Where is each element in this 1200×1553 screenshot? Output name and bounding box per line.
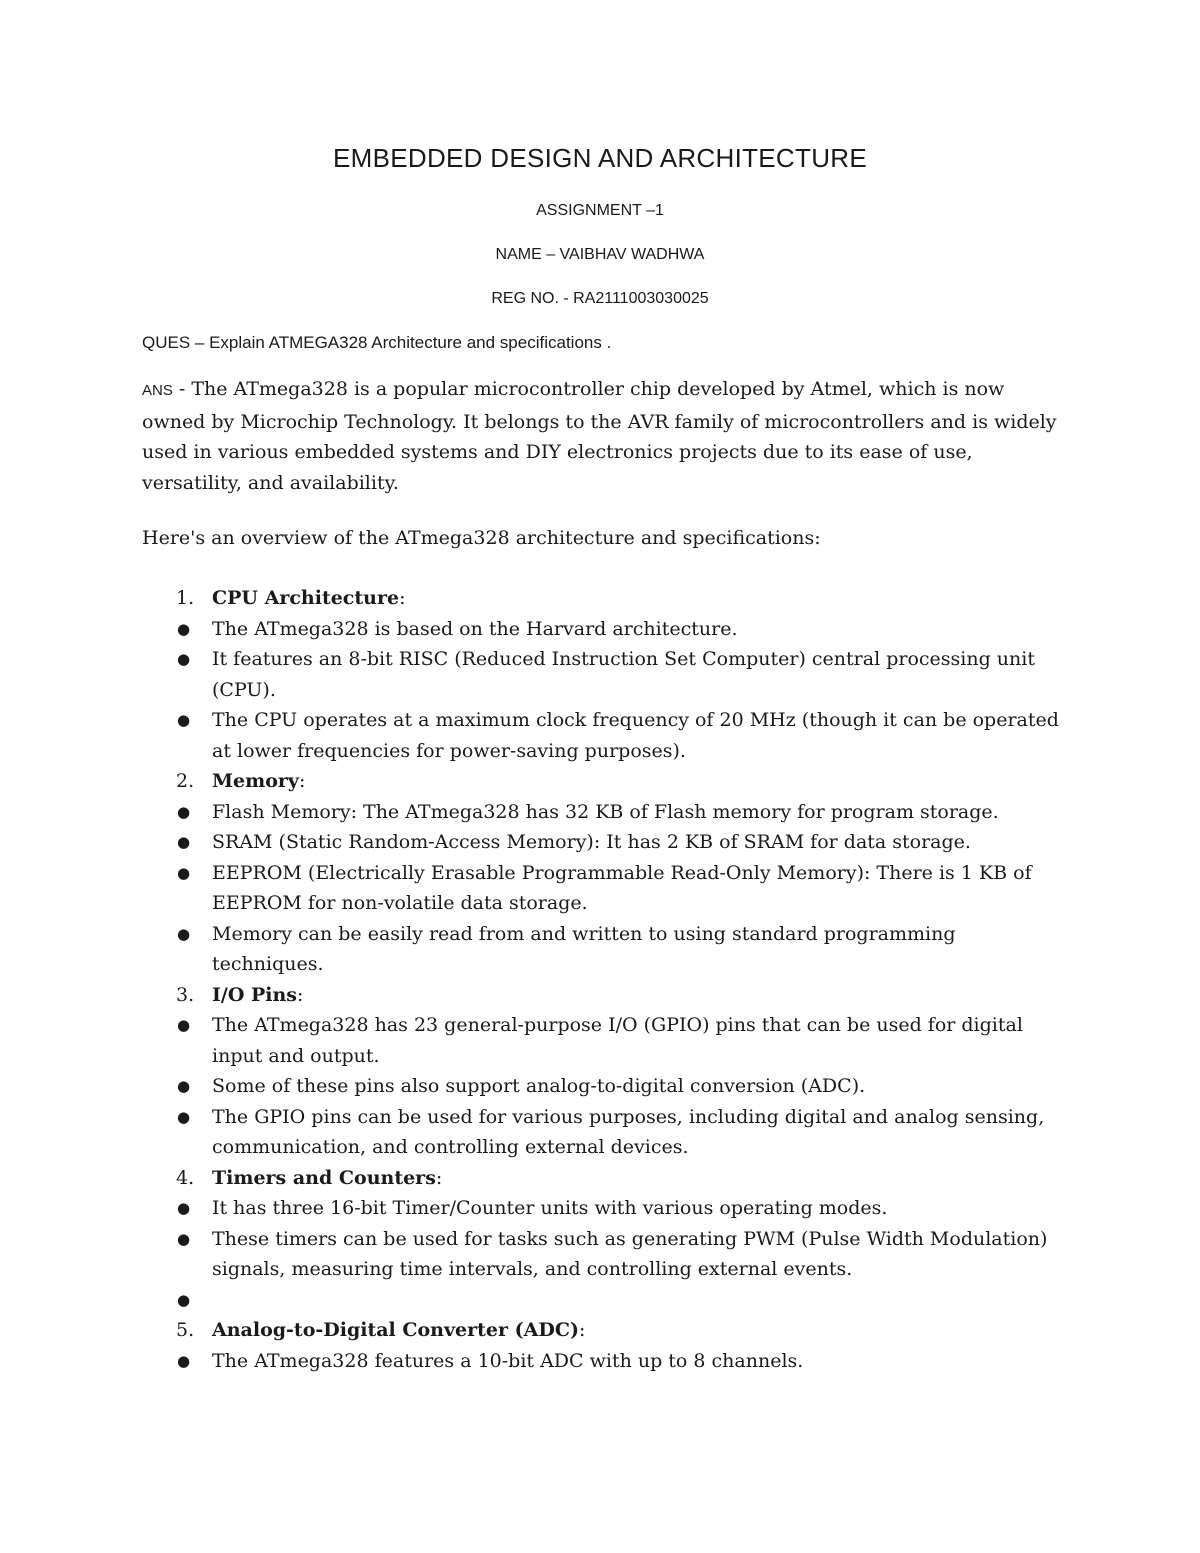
list-item-text: The GPIO pins can be used for various purposes, including digital and analog sensing, communication, and controlling external devices. (212, 1105, 1045, 1158)
list-item (142, 1224, 1072, 1285)
section-heading-text: CPU Architecture (212, 587, 400, 609)
bullet-icon: ● (177, 1351, 191, 1370)
list-item-text: It features an 8-bit RISC (Reduced Instruction Set Computer) central processing unit (CPU). (212, 648, 1035, 701)
bullet-icon: ● (177, 711, 191, 729)
section-heading (142, 1163, 1072, 1194)
bullet-icon: ● (177, 650, 191, 668)
list-item (142, 919, 1072, 980)
section-heading-text: Analog-to-Digital Converter (ADC) (212, 1319, 579, 1341)
list-item (142, 1285, 1072, 1316)
registration-number-line: REG NO. - RA2111003030025 (491, 290, 709, 307)
list-item (142, 1102, 1072, 1163)
section-heading-text: I/O Pins (212, 983, 298, 1006)
bullet-icon: ● (177, 833, 191, 851)
answer-label: ANS (142, 382, 173, 399)
list-item-text: The CPU operates at a maximum clock frequency of 20 MHz (though it can be operated at lower frequencies for power-saving purposes). (212, 709, 1059, 762)
heading-colon: : (578, 1319, 586, 1341)
list-item-text: Memory can be easily read from and written to using standard programming techniques. (212, 922, 956, 975)
section-number: 5. (176, 1319, 195, 1341)
answer-paragraph (142, 374, 1062, 498)
bullet-icon: ● (177, 1199, 191, 1217)
list-item (142, 797, 1072, 828)
heading-colon: : (399, 587, 406, 609)
list-item-text: The ATmega328 is based on the Harvard architecture. (212, 617, 738, 640)
list-item-text: These timers can be used for tasks such as generating PWM (Pulse Width Modulation) signals, measuring time intervals, and controlling external events. (212, 1227, 1048, 1280)
bullet-icon: ● (177, 1229, 191, 1248)
list-item-text: The ATmega328 features a 10-bit ADC with up to 8 channels. (212, 1349, 804, 1372)
list-item (142, 858, 1072, 919)
bullet-icon: ● (177, 802, 191, 821)
student-name-line: NAME – VAIBHAV WADHWA (495, 246, 705, 263)
section-heading-text: Memory (212, 770, 299, 792)
heading-colon: : (435, 1166, 443, 1189)
heading-colon: : (298, 770, 306, 792)
list-item (142, 644, 1072, 705)
section-number: 1. (176, 587, 195, 609)
list-item-text: Flash Memory: The ATmega328 has 32 KB of Flash memory for program storage. (212, 800, 999, 823)
list-item (142, 705, 1072, 766)
section-heading (142, 1315, 1072, 1346)
heading-colon: : (297, 983, 304, 1006)
list-item (142, 1193, 1072, 1224)
assignment-line: ASSIGNMENT –1 (536, 202, 664, 219)
list-item (142, 1071, 1072, 1102)
list-item (142, 1346, 1072, 1377)
section-heading (142, 583, 1072, 614)
list-item-text (212, 1285, 1072, 1316)
section-number: 4. (176, 1166, 195, 1189)
bullet-icon: ● (177, 1107, 191, 1126)
overview-line: Here's an overview of the ATmega328 architecture and specifications: (142, 527, 821, 549)
section-heading-text: Timers and Counters (212, 1166, 436, 1189)
list-item (142, 1010, 1072, 1071)
document-title: EMBEDDED DESIGN AND ARCHITECTURE (332, 143, 867, 173)
list-item-text: It has three 16-bit Timer/Counter units with various operating modes. (212, 1197, 888, 1219)
list-item (142, 827, 1072, 858)
section-number: 3. (176, 983, 195, 1006)
bullet-icon: ● (177, 863, 191, 882)
bullet-icon: ● (177, 924, 191, 943)
bullet-icon: ● (177, 1016, 191, 1034)
bullet-icon: ● (177, 619, 191, 638)
list-item (142, 614, 1072, 645)
section-number: 2. (176, 770, 195, 792)
bullet-icon: ● (177, 1077, 191, 1095)
answer-text: - The ATmega328 is a popular microcontroller chip developed by Atmel, which is now owned by Microchip Technology. It belongs to the AVR family of microcontrollers and is widely used in various embedded systems and DIY electronics projects due to its ease of use, versatility, and availability. (142, 378, 1057, 494)
question-line: QUES – Explain ATMEGA328 Architecture and specifications . (142, 333, 612, 352)
list-item-text: EEPROM (Electrically Erasable Programmable Read-Only Memory): There is 1 KB of EEPROM for non-volatile data storage. (212, 861, 1032, 914)
bullet-icon: ● (177, 1290, 191, 1309)
section-heading (142, 980, 1072, 1011)
list-item-text: Some of these pins also support analog-to-digital conversion (ADC). (212, 1075, 866, 1097)
section-heading (142, 766, 1072, 797)
specification-list (142, 583, 1072, 1376)
list-item-text: The ATmega328 has 23 general-purpose I/O (GPIO) pins that can be used for digital input and output. (212, 1014, 1023, 1067)
list-item-text: SRAM (Static Random-Access Memory): It has 2 KB of SRAM for data storage. (212, 831, 971, 853)
